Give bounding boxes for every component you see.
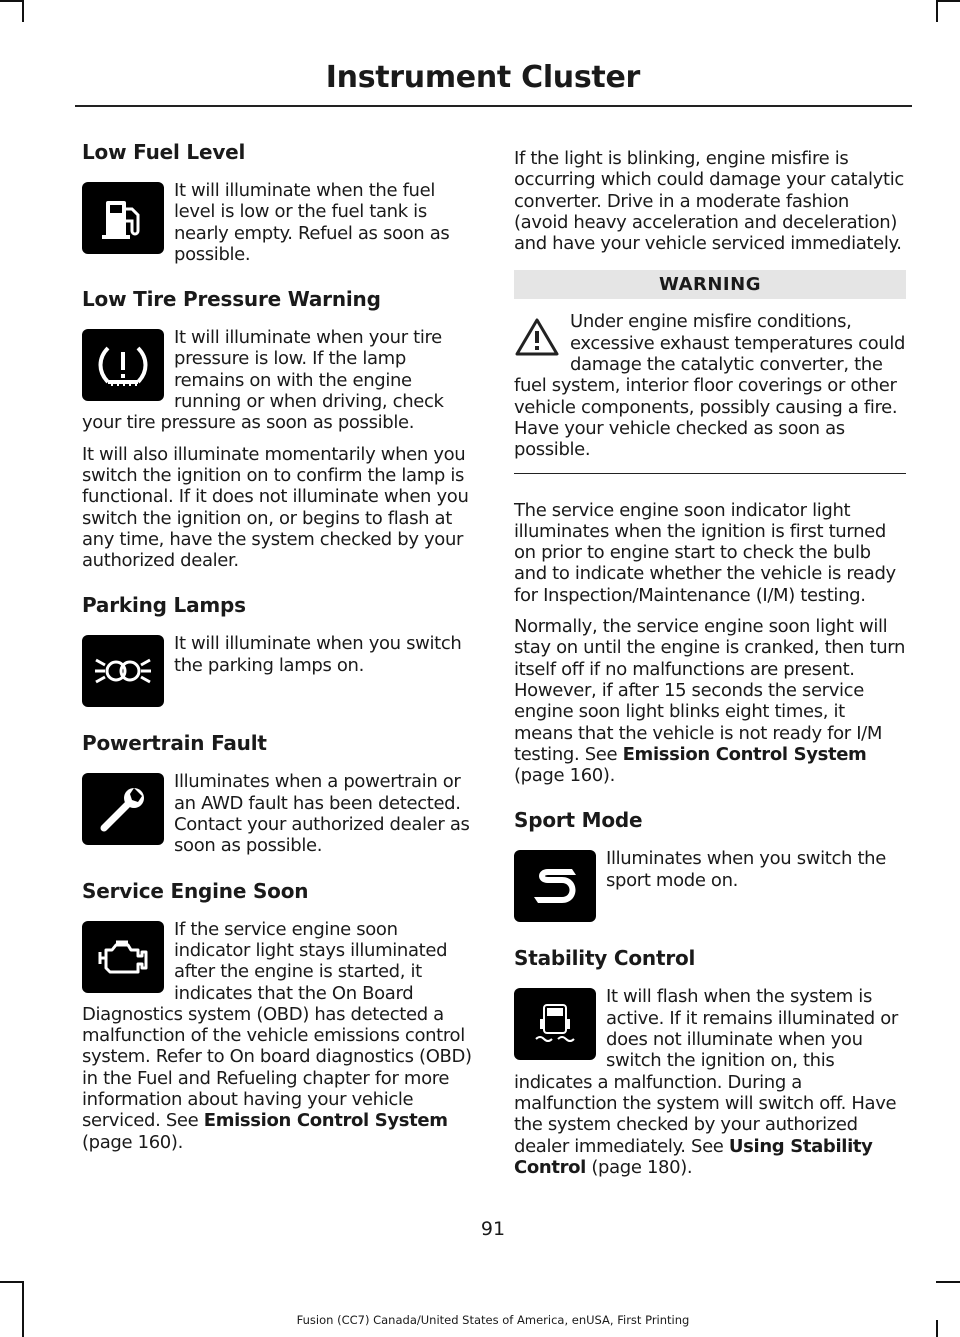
sport-mode-icon xyxy=(514,850,596,922)
indicator-paragraph: The service engine soon indicator light illuminates when the ignition is first turned on prior to engine start to check the bulb and to indicate whether the vehicle is ready for Inspection/Maintenance (I/M) testing. xyxy=(514,499,896,606)
crop-mark xyxy=(0,1281,24,1283)
section-heading: Sport Mode xyxy=(514,808,643,833)
tire-pressure-icon xyxy=(82,329,164,401)
left-column xyxy=(82,140,474,1175)
section-powertrain-fault xyxy=(82,731,474,856)
emission-control-link[interactable]: Emission Control System xyxy=(203,1110,448,1132)
section-tire-pressure xyxy=(82,287,474,571)
header-divider xyxy=(75,105,912,107)
section-service-engine-soon xyxy=(82,879,474,1153)
engine-icon xyxy=(82,921,164,993)
wrench-icon xyxy=(82,773,164,845)
crop-mark xyxy=(22,0,24,22)
section-low-fuel xyxy=(82,140,474,265)
crop-mark xyxy=(936,0,938,22)
section-body: It will illuminate when you switch the parking lamps on. xyxy=(174,633,462,676)
section-body: It will also illuminate momentarily when you switch the ignition on to confirm the lamp is functional. If it does not illuminate when you switch the ignition on, or begins to flash at any time, have the system checked by your authorized dealer. xyxy=(82,443,469,572)
body-text: It will flash when the system is active. If it remains illuminated or does not illuminate when you switch the ignition on, this indicates a malfunction. During a malfunction the system will switch off. Have the system checked by your authorized dealer immediately. See xyxy=(514,986,898,1157)
crop-mark xyxy=(936,0,960,2)
section-heading: Low Tire Pressure Warning xyxy=(82,287,381,312)
section-parking-lamps xyxy=(82,593,474,709)
page-title: Instrument Cluster xyxy=(325,60,640,95)
emission-control-link[interactable]: Emission Control System xyxy=(622,743,867,765)
section-heading: Parking Lamps xyxy=(82,593,246,618)
blink-paragraph: If the light is blinking, engine misfire is occurring which could damage your catalytic converter. Drive in a moderate fashion (avoid heavy acceleration and deceleration) and have your vehicle serviced immediately. xyxy=(514,148,904,255)
page-ref: (page 160). xyxy=(514,765,615,787)
section-heading: Powertrain Fault xyxy=(82,731,267,756)
right-column xyxy=(514,148,906,1200)
footer-text: Fusion (CC7) Canada/United States of America, enUSA, First Printing xyxy=(296,1313,690,1327)
section-body: Illuminates when a powertrain or an AWD fault has been detected. Contact your authorized dealer as soon as possible. xyxy=(174,771,470,857)
crop-mark xyxy=(936,1281,960,1283)
page-ref: (page 160). xyxy=(82,1131,183,1153)
warning-box xyxy=(514,270,906,473)
body-text: If the service engine soon indicator light stays illuminated after the engine is started, it indicates that the On Board Diagnostics system (OBD) has detected a malfunction of the vehicle emissions control system. Refer to On board diagnostics (OBD) in the Fuel and Refueling chapter for more information about having your vehicle serviced. See xyxy=(82,918,472,1132)
normally-paragraph xyxy=(514,616,906,786)
warning-label: WARNING xyxy=(514,270,906,299)
section-body: It will illuminate when your tire pressure is low. If the lamp remains on with the engine running or when driving, check your tire pressure as soon as possible. xyxy=(82,327,444,434)
section-heading: Stability Control xyxy=(514,946,696,971)
section-heading: Service Engine Soon xyxy=(82,878,309,903)
section-heading: Low Fuel Level xyxy=(82,140,246,164)
warning-body: Under engine misfire conditions, excessive exhaust temperatures could damage the catalytic converter, the fuel system, interior floor coverings or other vehicle components, possibly causing a fire. Have your vehicle checked as soon as possible. xyxy=(514,311,906,461)
section-body: It will illuminate when the fuel level is low or the fuel tank is nearly empty. Refuel as soon as possible. xyxy=(174,180,450,265)
crop-mark xyxy=(22,1281,24,1337)
page-ref: (page 180). xyxy=(585,1156,693,1178)
stability-control-icon xyxy=(514,988,596,1060)
crop-mark xyxy=(0,0,24,2)
section-sport-mode xyxy=(514,808,906,924)
parking-lamps-icon xyxy=(82,635,164,707)
warning-triangle-icon xyxy=(514,317,560,357)
section-body: Illuminates when you switch the sport mode on. xyxy=(606,848,886,891)
section-stability-control xyxy=(514,946,906,1178)
page-number: 91 xyxy=(480,1218,506,1240)
fuel-pump-icon xyxy=(82,182,164,254)
stability-control-link[interactable]: Using Stability Control xyxy=(514,1135,873,1178)
body-text: Normally, the service engine soon light will stay on until the engine is cranked, then turn itself off if no malfunctions are present. However, if after 15 seconds the service engine soon light blinks eight times, it means that the vehicle is not ready for I/M testing. See xyxy=(514,616,906,765)
